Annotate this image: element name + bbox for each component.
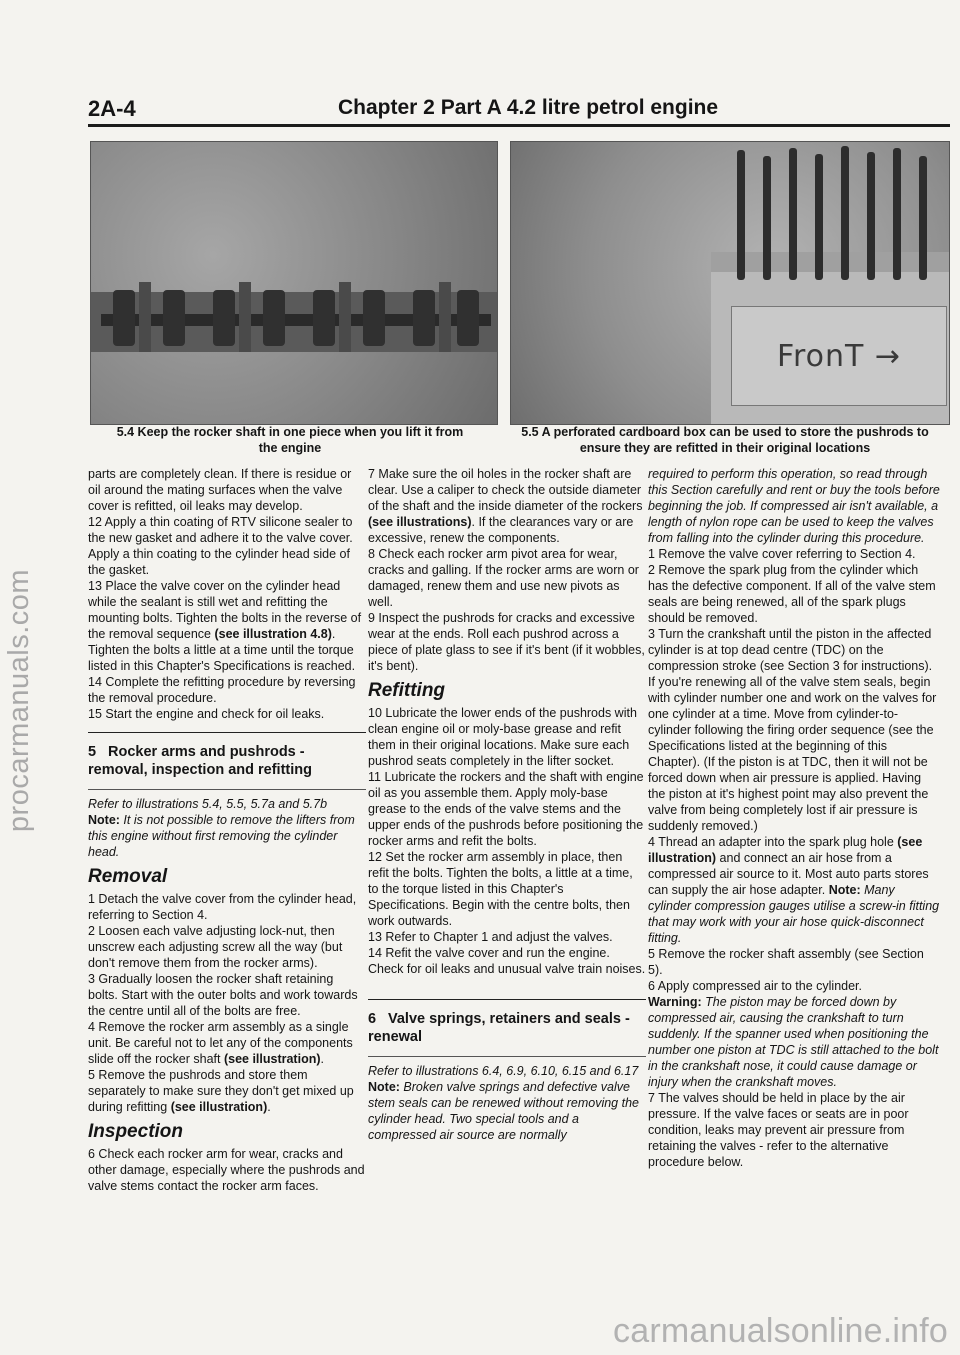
rocker-shaft-illustration [91, 142, 497, 424]
step-1: 1 Remove the valve cover referring to Section 4. [648, 547, 916, 561]
front-label: FronT → [776, 338, 902, 374]
caption-5-4: 5.4 Keep the rocker shaft in one piece when you lift it from the engine [116, 425, 464, 455]
step-8: 8 Check each rocker arm pivot area for wear, cracks and galling. If the rocker arms are worn or damaged, renew them and use new pivots as well. [368, 547, 639, 609]
removal-heading: Removal [88, 866, 168, 887]
step-12: 12 Apply a thin coating of RTV silicone sealer to the new gasket and adhere it to the valve cover. Apply a thin coating to the cylinder head side of the gasket. [88, 515, 353, 577]
step-10: 10 Lubricate the lower ends of the pushrods with clean engine oil or moly-base grease and refit them in their original locations. Make sure each pushrod seats completely in the lifter socket. [368, 706, 637, 768]
step-6: 6 Check each rocker arm for wear, cracks and other damage, especially where the pushrods and valve stems contact the rocker arm faces. [88, 1147, 365, 1193]
step-4: 4 Remove the rocker arm assembly as a single unit. Be careful not to let any of the components slide off the rocker shaft (see illustration). [88, 1020, 353, 1066]
step-3: 3 Turn the crankshaft until the piston in the affected cylinder is at top dead centre (TDC) on the compression stroke (see Section 3 for instructions). If you're renewing all of the valve stem seals, begin with cylinder number one and work on the valves for one cylinder at a time. Move from cylinder-to-cylinder following the firing order sequence (see the Specifications listed at the beginning of this Chapter). (If the piston is at TDC, then it will not be forced down when air pressure is applied. Having the piston at it's highest point may also prevent the valve from being completely lost if air pressure is suddenly removed.) [648, 627, 937, 833]
step-6: 6 Apply compressed air to the cylinder. [648, 979, 863, 993]
note: Note: Broken valve springs and defective valve stem seals can be renewed without removing the cylinder head. Two special tools and a compressed air source are normally [368, 1080, 639, 1142]
step-7: 7 The valves should be held in place by the air pressure. If the valve faces or seats are in poor condition, leaks may prevent air pressure from retaining the valves - refer to the alternative procedure below. [648, 1091, 909, 1169]
bottom-watermark: carmanualsonline.info [613, 1312, 948, 1350]
note: Note: It is not possible to remove the lifters from this engine without first removing the cylinder head. [88, 813, 355, 859]
front-label-box [731, 306, 947, 406]
section-6-heading: 6 Valve springs, retainers and seals - renewal [368, 999, 646, 1057]
step-11: 11 Lubricate the rockers and the shaft with engine oil as you assemble them. Apply moly-base grease to the ends of the valve stems and the upper ends of the pushrods before positioning the rocker arms and refit the bolts. [368, 770, 644, 848]
step-13: 13 Place the valve cover on the cylinder head while the sealant is still wet and refitting the mounting bolts. Tighten the bolts in the reverse of the removal sequence (see illustration 4.8). Tighten the bolts a little at a time until the torque listed in this Chapter's Specifications is reached. [88, 579, 362, 673]
refer-illustrations: Refer to illustrations 6.4, 6.9, 6.10, 6.15 and 6.17 [368, 1064, 639, 1078]
warning: Warning: The piston may be forced down by compressed air, causing the crankshaft to turn suddenly. If the spanner used when positioning the number one piston at TDC is still attached to the bolt in the crankshaft nose, it could cause damage or injury when the crankshaft moves. [648, 995, 939, 1089]
step-15: 15 Start the engine and check for oil leaks. [88, 707, 325, 721]
paragraph: parts are completely clean. If there is residue or oil around the mating surfaces when the valve cover is refitted, oil leaks may develop. [88, 467, 352, 513]
page-header [88, 96, 948, 122]
step-2: 2 Remove the spark plug from the cylinder which has the defective component. If all of the valve stem seals are being renewed, all of the spark plugs should be removed. [648, 563, 936, 625]
step-13: 13 Refer to Chapter 1 and adjust the valves. [368, 930, 613, 944]
caption-5-5: 5.5 A perforated cardboard box can be used to store the pushrods to ensure they are refitted in their original locations [521, 425, 929, 455]
section-5-heading: 5 Rocker arms and pushrods - removal, inspection and refitting [88, 732, 366, 790]
step-5: 5 Remove the rocker shaft assembly (see Section 5). [648, 947, 924, 977]
note-continued: required to perform this operation, so read through this Section carefully and rent or buy the tools before beginning the job. If compressed air isn't available, a length of nylon rope can be used to keep the valves from falling into the cylinder during this procedure. [648, 467, 940, 545]
chapter-title: Chapter 2 Part A 4.2 litre petrol engine [338, 96, 719, 119]
step-4: 4 Thread an adapter into the spark plug hole (see illustration) and connect an air hose from a compressed air source to it. Most auto parts stores can supply the air hose adapter. Note: Many cylinder compression gauges utilise a screw-in fitting that may work with your air hose quick-disconnect fitting. [648, 835, 940, 945]
step-2: 2 Loosen each valve adjusting lock-nut, then unscrew each adjusting screw all the way (but don't remove them from the rocker arms). [88, 924, 343, 970]
text-column-2 [368, 466, 646, 1143]
header-rule [88, 124, 950, 127]
refitting-heading: Refitting [368, 680, 446, 701]
step-14: 14 Refit the valve cover and run the engine. Check for oil leaks and unusual valve train noises. [368, 946, 646, 976]
text-column-3 [648, 466, 940, 1170]
step-9: 9 Inspect the pushrods for cracks and excessive wear at the ends. Roll each pushrod across a piece of plate glass to see if it's bent (if it wobbles, it's bent). [368, 611, 645, 673]
refer-illustrations: Refer to illustrations 5.4, 5.5, 5.7a and 5.7b [88, 797, 328, 811]
step-12: 12 Set the rocker arm assembly in place, then refit the bolts. Tighten the bolts, a little at a time, to the torque listed in this Chapter's Specifications. Begin with the centre bolts, then work outwards. [368, 850, 633, 928]
inspection-heading: Inspection [88, 1121, 184, 1142]
side-watermark: procarmanuals.com [3, 568, 36, 832]
rocker-shaft-photo [90, 141, 498, 425]
text-column-1 [88, 466, 366, 1194]
step-5: 5 Remove the pushrods and store them separately to make sure they don't get mixed up during refitting (see illustration). [88, 1068, 354, 1114]
page-number: 2A-4 [88, 96, 136, 121]
step-3: 3 Gradually loosen the rocker shaft retaining bolts. Start with the outer bolts and work towards the centre until all of the bolts are free. [88, 972, 358, 1018]
step-1: 1 Detach the valve cover from the cylinder head, referring to Section 4. [88, 892, 357, 922]
pushrod-box-photo [510, 141, 950, 425]
step-7: 7 Make sure the oil holes in the rocker shaft are clear. Use a caliper to check the outside diameter of the shaft and the inside diameter of the rockers (see illustrations). If the clearances vary or are excessive, renew the components. [368, 467, 643, 545]
step-14: 14 Complete the refitting procedure by reversing the removal procedure. [88, 675, 356, 705]
